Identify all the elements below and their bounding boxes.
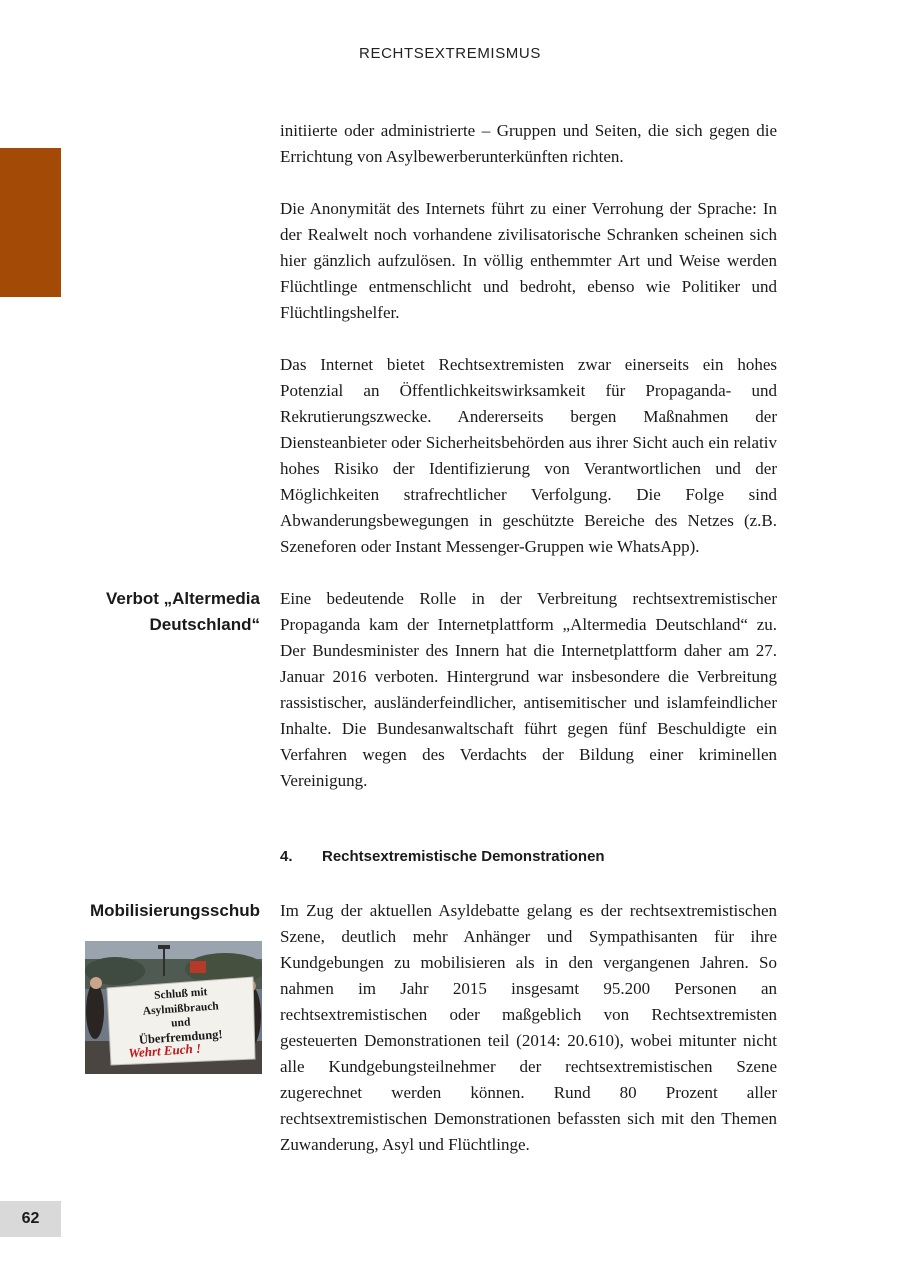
paragraph-text: Die Anonymität des Internets führt zu einer Verrohung der Sprache: In der Realwelt noch vorhandene zivilisatorische Schranken scheinen sich hier gänzlich aufzulösen. In völlig enthemmter Art und Weise werden Flüchtlinge entmenschlicht und bedroht, ebenso wie Politiker und Flüchtlingshelfer. — [280, 199, 777, 322]
body-paragraph-5 — [280, 898, 777, 1158]
body-paragraph-1 — [280, 118, 777, 170]
margin-note-line: Deutschland“ — [149, 615, 260, 634]
page-number: 62 — [0, 1201, 61, 1237]
paragraph-text: Im Zug der aktuellen Asyldebatte gelang es der rechtsextremistischen Szene, deutlich mehr Anhänger und Sympathisanten für ihre Kundgebungen zu mobilisieren als in den vergangenen Jahren. So nahmen im Jahr 2015 insgesamt 95.200 Personen an rechtsextremistischen oder maßgeblich von Rechtsextremisten gesteuerten Demonstrationen teil (2014: 20.610), wobei mitunter nicht alle Kundgebungsteilnehmer der rechtsextremistischen Szene zugerechnet werden können. Rund 80 Prozent aller rechtsextremistischen Demonstrationen befassten sich mit den Themen Zuwanderung, Asyl und Flüchtlinge. — [280, 901, 777, 1154]
margin-note-verbot — [60, 586, 260, 638]
paragraph-text: initiierte oder administrierte – Gruppen und Seiten, die sich gegen die Errichtung von Asylbewerberunterkünften richten. — [280, 121, 777, 166]
section-number: 4. — [280, 848, 293, 865]
paragraph-text: Eine bedeutende Rolle in der Verbreitung rechtsextremistischer Propaganda kam der Internetplattform „Altermedia Deutschland“ zu. Der Bundesminister des Innern hat die Internetplattform daher am 27. Januar 2016 verboten. Hintergrund war insbesondere die Verbreitung rassistischer, ausländerfeindlicher, antisemitischer und islamfeindlicher Inhalte. Die Bundesanwaltschaft führt gegen fünf Beschuldigte ein Verfahren wegen des Verdachts der Bildung einer kriminellen Vereinigung. — [280, 589, 777, 790]
body-paragraph-4 — [280, 586, 777, 794]
margin-note-mobilisierung: Mobilisierungsschub — [89, 901, 260, 920]
banner-line-2: Asylmißbrauch — [142, 1000, 220, 1018]
section-title: Rechtsextremistische Demonstrationen — [322, 848, 605, 865]
margin-note-line: Verbot „Altermedia — [106, 589, 260, 608]
demonstration-photo — [85, 941, 262, 1074]
chapter-side-tab — [0, 148, 61, 297]
body-paragraph-2 — [280, 196, 777, 326]
body-paragraph-3 — [280, 352, 777, 560]
paragraph-text: Das Internet bietet Rechtsextremisten zwar einerseits ein hohes Potenzial an Öffentlichkeitswirksamkeit für Propaganda- und Rekrutierungszwecke. Andererseits bergen Maßnahmen der Diensteanbieter oder Sicherheitsbehörden aus ihrer Sicht auch ein relativ hohes Risiko der Identifizierung von Verantwortlichen und der Möglichkeiten strafrechtlicher Verfolgung. Die Folge sind Abwanderungsbewegungen in geschützte Bereiche des Netzes (z.B. Szeneforen oder Instant Messenger-Gruppen wie WhatsApp). — [280, 355, 777, 556]
banner-line-3: und — [170, 1016, 191, 1030]
banner-line-4: Überfremdung! — [138, 1027, 224, 1047]
running-header: RECHTSEXTREMISMUS — [359, 45, 541, 62]
banner-line-1: Schluß mit — [153, 986, 208, 1002]
banner-line-5: Wehrt Euch ! — [127, 1040, 202, 1061]
section-heading — [280, 846, 605, 868]
